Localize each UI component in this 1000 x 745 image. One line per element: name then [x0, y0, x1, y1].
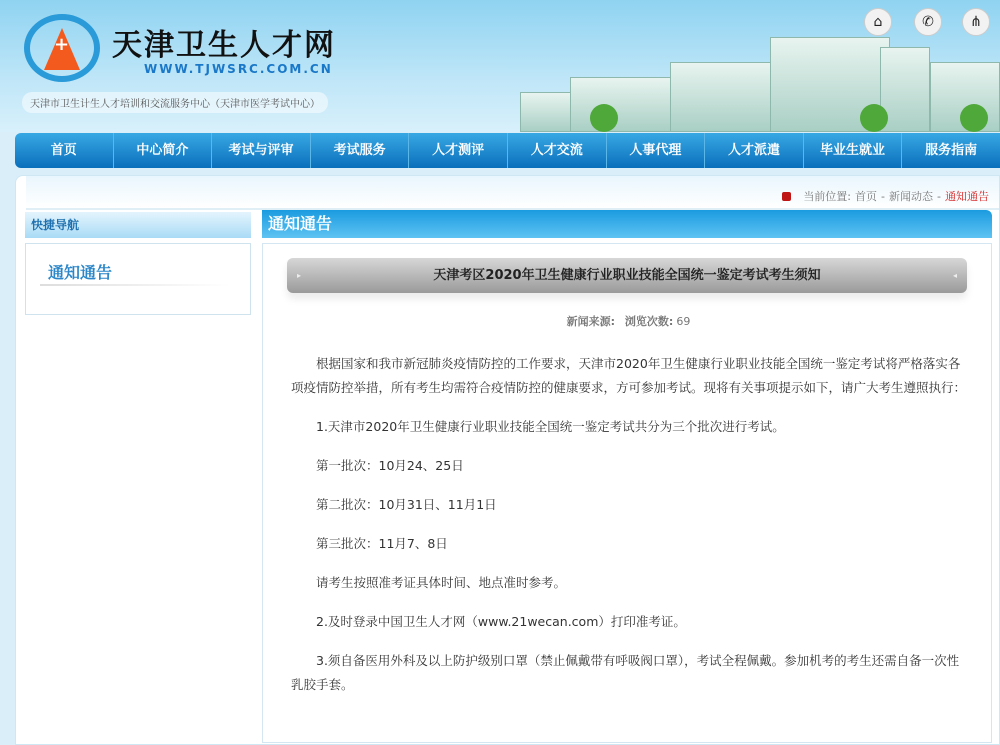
paragraph: 请考生按照准考证具体时间、地点准时参考。: [316, 575, 567, 590]
nav-dispatch[interactable]: 人才派遣: [705, 133, 804, 168]
site-logo[interactable]: +: [24, 14, 100, 82]
breadcrumb-label: 当前位置:: [803, 190, 852, 203]
arrow-left-icon: ◂: [952, 271, 957, 280]
breadcrumb-news[interactable]: 新闻动态: [889, 190, 934, 203]
views-label: 浏览次数:: [624, 315, 674, 328]
site-organization: 天津市卫生计生人才培训和交流服务中心（天津市医学考试中心）: [22, 92, 328, 113]
breadcrumb: [782, 188, 989, 204]
nav-talent-exchange[interactable]: 人才交流: [508, 133, 607, 168]
site-title: 天津卫生人才网: [112, 28, 336, 63]
paragraph: 3.须自备医用外科及以上防护级别口罩（禁止佩戴带有呼吸阀口罩），考试全程佩戴。参加机考的考生还需自备一次性乳胶手套。: [291, 653, 960, 692]
breadcrumb-current[interactable]: 通知通告: [945, 190, 989, 203]
paragraph: 第三批次：11月7、8日: [316, 536, 448, 551]
views-count: 69: [676, 315, 691, 328]
sitemap-icon[interactable]: ⋔: [962, 8, 990, 36]
nav-graduate-employment[interactable]: 毕业生就业: [804, 133, 903, 168]
breadcrumb-separator: -: [881, 189, 886, 203]
breadcrumb-separator: -: [937, 189, 941, 203]
breadcrumb-home[interactable]: 首页: [855, 190, 878, 203]
nav-exam-services[interactable]: 考试服务: [311, 133, 410, 168]
arrow-right-icon: ▸: [297, 271, 302, 280]
nav-talent-assessment[interactable]: 人才测评: [409, 133, 508, 168]
header-banner-image: [520, 30, 1000, 132]
nav-home[interactable]: 首页: [15, 133, 114, 168]
sidebar-box: [25, 243, 251, 315]
nav-about[interactable]: 中心简介: [114, 133, 213, 168]
article-container: [262, 243, 992, 743]
paragraph: 第二批次：10月31日、11月1日: [316, 497, 497, 512]
main-nav: [15, 133, 1000, 168]
article-meta: [263, 313, 991, 329]
article-title: 天津考区2020年卫生健康行业职业技能全国统一鉴定考试考生须知: [433, 268, 821, 283]
article-body: [291, 352, 971, 712]
paragraph: 1.天津市2020年卫生健康行业职业技能全国统一鉴定考试共分为三个批次进行考试。: [316, 419, 785, 434]
site-url: WWW.TJWSRC.COM.CN: [144, 62, 333, 76]
sidebar-heading: 快捷导航: [25, 212, 251, 238]
paragraph: 第一批次：10月24、25日: [316, 458, 464, 473]
phone-icon[interactable]: ✆: [914, 8, 942, 36]
paragraph: 根据国家和我市新冠肺炎疫情防控的工作要求，天津市2020年卫生健康行业职业技能全国统一鉴定考试将严格落实各项疫情防控举措，所有考生均需符合疫情防控的健康要求，方可参加考试。现将有关事项提示如下，请广大考生遵照执行：: [291, 356, 967, 395]
paragraph: 2.及时登录中国卫生人才网（www.21wecan.com）打印准考证。: [316, 614, 686, 629]
divider: [40, 284, 230, 286]
source-label: 新闻来源:: [566, 315, 616, 328]
breadcrumb-bar: [26, 176, 999, 210]
site-header: [0, 0, 1000, 132]
sidebar-item-notices[interactable]: 通知通告: [48, 263, 113, 282]
nav-service-guide[interactable]: 服务指南: [925, 143, 978, 158]
home-icon[interactable]: ⌂: [864, 8, 892, 36]
location-icon: [782, 192, 791, 201]
article-title-bar: [287, 258, 967, 293]
nav-exams-review[interactable]: 考试与评审: [212, 133, 311, 168]
main-heading: 通知通告: [262, 210, 992, 238]
nav-personnel-agency[interactable]: 人事代理: [607, 133, 706, 168]
